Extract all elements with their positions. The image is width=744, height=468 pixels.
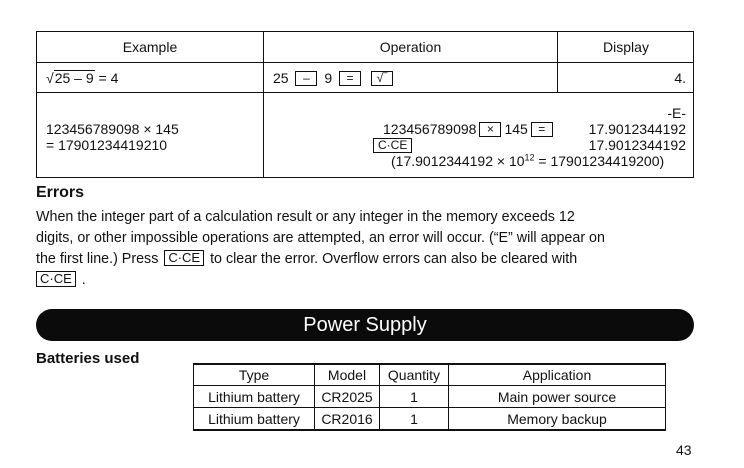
operand: 145 [504, 121, 528, 137]
display-value: 4. [674, 70, 686, 86]
sqrt-radicand: 25 – 9 [54, 70, 94, 86]
table-header-row [194, 364, 666, 386]
operand: 25 [273, 70, 289, 86]
paragraph-text: . [77, 272, 86, 288]
example-sqrt-expression [46, 70, 118, 86]
page-number: 43 [676, 442, 692, 458]
errors-paragraph [36, 207, 700, 291]
column-header-type: Type [194, 364, 315, 386]
note-exponent: 12 [524, 152, 535, 163]
example-result: = 4 [94, 70, 119, 86]
cell-application: Memory backup [449, 408, 666, 431]
cell-type: Lithium battery [194, 408, 315, 431]
example-product: = 17901234419210 [46, 137, 168, 153]
paragraph-text: the first line.) Press [36, 251, 163, 267]
note-text: = 17901234419200) [534, 153, 665, 169]
cce-key: C·CE [373, 138, 412, 153]
paragraph-line: When the integer part of a calculation result or any integer in the memory exceeds 12 [36, 209, 575, 225]
cell-quantity: 1 [380, 408, 449, 431]
paragraph-line: digits, or other impossible operations are attempted, an error will occur. (“E” will appear on [36, 230, 605, 246]
cce-key: C·CE [164, 250, 204, 266]
minus-key: – [295, 71, 317, 86]
column-header-quantity: Quantity [380, 364, 449, 386]
cell-application: Main power source [449, 386, 666, 408]
table-row [194, 386, 666, 408]
equals-key: = [339, 71, 361, 86]
cell-quantity: 1 [380, 386, 449, 408]
example-multiplication: 123456789098 × 145 [46, 121, 179, 137]
table-divider [37, 62, 693, 63]
note-text: (17.9012344192 × 10 [391, 153, 525, 169]
cell-model: CR2016 [315, 408, 380, 431]
operand: 123456789098 [383, 121, 477, 137]
power-supply-banner: Power Supply [36, 309, 694, 341]
sqrt-key: √‾ [371, 71, 393, 86]
cce-key: C·CE [36, 271, 76, 287]
errors-heading: Errors [36, 184, 85, 201]
operation-note [391, 153, 664, 169]
operation-row-1 [273, 70, 396, 86]
header-example: Example [122, 39, 178, 55]
paragraph-text: to clear the error. Overflow errors can also be cleared with [206, 251, 578, 267]
table-divider [37, 92, 693, 93]
paragraph-line [36, 249, 700, 270]
batteries-table [193, 363, 666, 431]
table-row [194, 408, 666, 431]
header-operation: Operation [379, 39, 442, 55]
operation-row-2 [383, 121, 556, 137]
paragraph-line [36, 270, 700, 291]
sqrt-symbol: √ [46, 70, 54, 86]
multiply-key: × [479, 122, 501, 137]
cell-model: CR2025 [315, 386, 380, 408]
column-header-model: Model [315, 364, 380, 386]
display-value: 17.9012344192 [588, 137, 686, 153]
operation-cce-line [373, 137, 415, 153]
display-value: 17.9012344192 [588, 121, 686, 137]
equals-key: = [531, 122, 553, 137]
batteries-heading: Batteries used [36, 350, 140, 367]
column-header-application: Application [449, 364, 666, 386]
header-display: Display [603, 39, 649, 55]
cell-type: Lithium battery [194, 386, 315, 408]
example-table [36, 31, 694, 178]
display-error-indicator: -E- [667, 105, 686, 121]
operand: 9 [324, 70, 333, 86]
